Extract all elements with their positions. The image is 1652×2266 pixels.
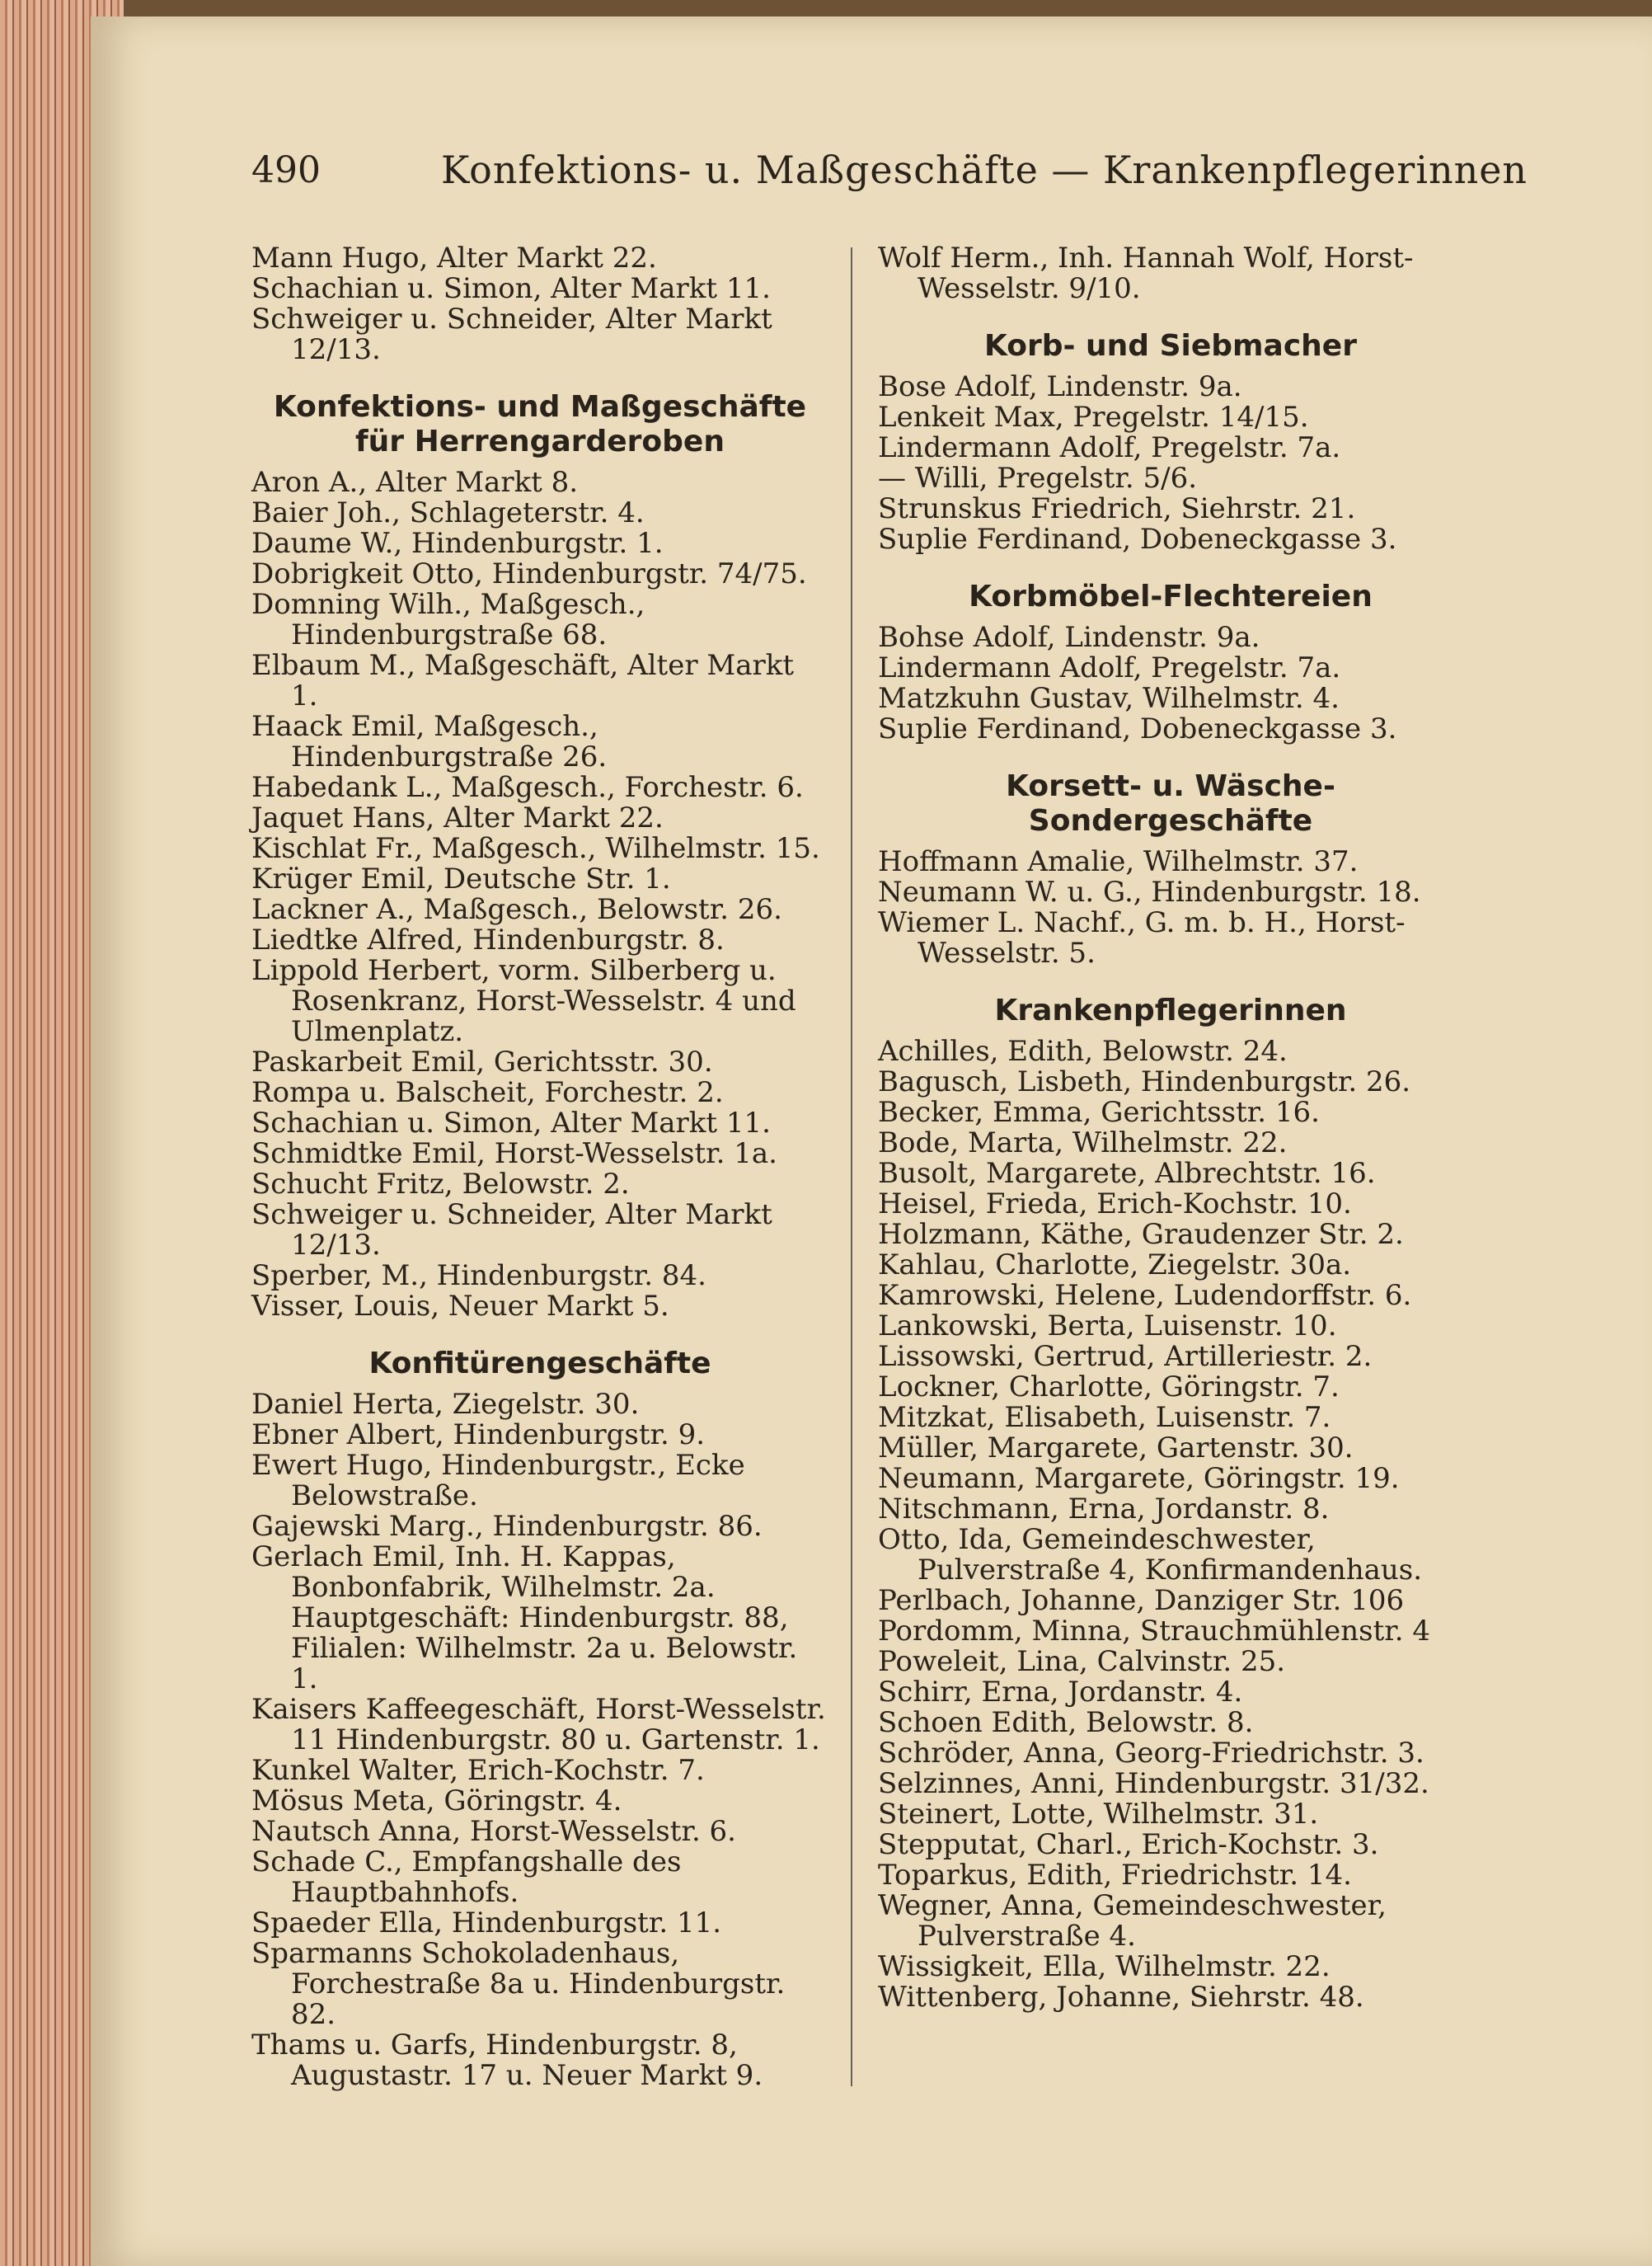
directory-entry: — Willi, Pregelstr. 5/6.: [878, 462, 1198, 495]
directory-entry: Paskarbeit Emil, Gerichtsstr. 30.: [251, 1046, 713, 1079]
directory-entry: Schachian u. Simon, Alter Markt 11.: [251, 272, 771, 305]
directory-entry: Wegner, Anna, Gemeindeschwester, Pulverstraße 4.: [878, 1889, 1387, 1953]
continued-entries-left: [251, 243, 828, 365]
page-header: [251, 144, 1528, 202]
directory-entry: Kaisers Kaffeegeschäft, Horst-Wesselstr. 11 Hindenburgstr. 80 u. Gartenstr. 1.: [251, 1693, 826, 1756]
directory-entry: Müller, Margarete, Gartenstr. 30.: [878, 1432, 1354, 1464]
directory-entry: Gajewski Marg., Hindenburgstr. 86.: [251, 1510, 763, 1543]
directory-entry: Mösus Meta, Göringstr. 4.: [251, 1784, 622, 1817]
section-heading: Konfitürengeschäfte: [368, 1347, 711, 1380]
directory-entry: Haack Emil, Maßgesch., Hindenburgstraße 26.: [251, 710, 608, 773]
directory-entry: Busolt, Margarete, Albrechtstr. 16.: [878, 1157, 1376, 1190]
directory-entry: Jaquet Hans, Alter Markt 22.: [251, 802, 664, 834]
directory-entry: Elbaum M., Maßgeschäft, Alter Markt 1.: [251, 649, 794, 712]
directory-entry: Otto, Ida, Gemeindeschwester, Pulverstraße 4, Konfirmandenhaus.: [878, 1523, 1423, 1587]
directory-entry: Neumann W. u. G., Hindenburgstr. 18.: [878, 876, 1421, 909]
directory-entry: Daniel Herta, Ziegelstr. 30.: [251, 1388, 640, 1421]
directory-entry: Spaeder Ella, Hindenburgstr. 11.: [251, 1906, 722, 1939]
directory-entry: Wolf Herm., Inh. Hannah Wolf, Horst-Wesselstr. 9/10.: [878, 242, 1414, 305]
directory-entry: Bose Adolf, Lindenstr. 9a.: [878, 370, 1242, 403]
directory-entry: Matzkuhn Gustav, Wilhelmstr. 4.: [878, 682, 1340, 715]
directory-entry: Strunskus Friedrich, Siehrstr. 21.: [878, 492, 1356, 525]
continued-entries-right: [878, 243, 1463, 304]
directory-entry: Daume W., Hindenburgstr. 1.: [251, 527, 664, 560]
directory-entry: Bode, Marta, Wilhelmstr. 22.: [878, 1126, 1288, 1159]
directory-entry: Schweiger u. Schneider, Alter Markt 12/13.: [251, 303, 772, 366]
directory-entry: Nautsch Anna, Horst-Wesselstr. 6.: [251, 1815, 736, 1848]
directory-entry: Schweiger u. Schneider, Alter Markt 12/13.: [251, 1198, 772, 1262]
directory-entry: Becker, Emma, Gerichtsstr. 16.: [878, 1096, 1320, 1129]
directory-entry: Bohse Adolf, Lindenstr. 9a.: [878, 621, 1260, 654]
section-heading: Krankenpflegerinnen: [994, 994, 1347, 1027]
directory-entry: Thams u. Garfs, Hindenburgstr. 8, Augustastr. 17 u. Neuer Markt 9.: [251, 2029, 763, 2092]
directory-entry: Heisel, Frieda, Erich-Kochstr. 10.: [878, 1187, 1352, 1220]
directory-entry: Schirr, Erna, Jordanstr. 4.: [878, 1676, 1243, 1709]
directory-entry: Schmidtke Emil, Horst-Wesselstr. 1a.: [251, 1137, 777, 1170]
directory-entry: Lankowski, Berta, Luisenstr. 10.: [878, 1309, 1337, 1342]
directory-entry: Sperber, M., Hindenburgstr. 84.: [251, 1259, 706, 1292]
directory-entry: Stepputat, Charl., Erich-Kochstr. 3.: [878, 1828, 1379, 1861]
directory-entry: Schoen Edith, Belowstr. 8.: [878, 1706, 1254, 1739]
section-heading: Korbmöbel-Flechtereien: [969, 580, 1373, 614]
directory-entry: Baier Joh., Schlageterstr. 4.: [251, 496, 645, 529]
entry-list: [878, 623, 1463, 745]
directory-entry: Schröder, Anna, Georg-Friedrichstr. 3.: [878, 1737, 1424, 1770]
page-number: 490: [251, 149, 321, 191]
directory-entry: Kahlau, Charlotte, Ziegelstr. 30a.: [878, 1248, 1352, 1281]
directory-entry: Wissigkeit, Ella, Wilhelmstr. 22.: [878, 1950, 1331, 1983]
directory-entry: Lindermann Adolf, Pregelstr. 7a.: [878, 651, 1341, 684]
directory-entry: Schachian u. Simon, Alter Markt 11.: [251, 1107, 771, 1140]
entry-list: [878, 847, 1463, 969]
directory-entry: Visser, Louis, Neuer Markt 5.: [251, 1290, 669, 1323]
directory-entry: Suplie Ferdinand, Dobeneckgasse 3.: [878, 523, 1397, 556]
directory-entry: Krüger Emil, Deutsche Str. 1.: [251, 863, 671, 896]
directory-entry: Mitzkat, Elisabeth, Luisenstr. 7.: [878, 1401, 1331, 1434]
section-heading: Korb- und Siebmacher: [984, 329, 1357, 363]
section-heading: Korsett- u. Wäsche-Sondergeschäfte: [1006, 769, 1335, 838]
directory-entry: Suplie Ferdinand, Dobeneckgasse 3.: [878, 712, 1397, 745]
directory-entry: Kamrowski, Helene, Ludendorffstr. 6.: [878, 1279, 1412, 1312]
directory-entry: Hoffmann Amalie, Wilhelmstr. 37.: [878, 845, 1359, 878]
directory-entry: Poweleit, Lina, Calvinstr. 25.: [878, 1645, 1286, 1678]
directory-entry: Liedtke Alfred, Hindenburgstr. 8.: [251, 924, 725, 957]
directory-entry: Lockner, Charlotte, Göringstr. 7.: [878, 1370, 1340, 1403]
directory-entry: Perlbach, Johanne, Danziger Str. 106: [878, 1584, 1405, 1617]
section-heading: Konfektions- und Maßgeschäfte für Herrengarderoben: [273, 390, 807, 458]
directory-entry: Sparmanns Schokoladenhaus, Forchestraße 8a u. Hindenburgstr. 82.: [251, 1937, 786, 2031]
directory-entry: Lindermann Adolf, Pregelstr. 7a.: [878, 431, 1341, 464]
directory-entry: Selzinnes, Anni, Hindenburgstr. 31/32.: [878, 1767, 1429, 1800]
directory-entry: Steinert, Lotte, Wilhelmstr. 31.: [878, 1798, 1319, 1831]
directory-entry: Lenkeit Max, Pregelstr. 14/15.: [878, 401, 1309, 434]
directory-entry: Lippold Herbert, vorm. Silberberg u. Rosenkranz, Horst-Wesselstr. 4 und Ulmenplatz.: [251, 954, 796, 1048]
directory-entry: Aron A., Alter Markt 8.: [251, 466, 579, 499]
directory-entry: Achilles, Edith, Belowstr. 24.: [878, 1035, 1288, 1068]
directory-entry: Wiemer L. Nachf., G. m. b. H., Horst-Wesselstr. 5.: [878, 906, 1406, 970]
column-divider: [851, 247, 852, 2086]
entry-list: [251, 468, 828, 1322]
entry-list: [878, 1037, 1463, 2013]
directory-entry: Lissowski, Gertrud, Artilleriestr. 2.: [878, 1340, 1373, 1373]
directory-entry: Pordomm, Minna, Strauchmühlenstr. 4: [878, 1615, 1431, 1648]
directory-entry: Neumann, Margarete, Göringstr. 19.: [878, 1462, 1400, 1495]
directory-entry: Kischlat Fr., Maßgesch., Wilhelmstr. 15.: [251, 832, 820, 865]
running-title: Konfektions- u. Maßgeschäfte — Krankenpflegerinnen: [441, 148, 1528, 192]
directory-entry: Holzmann, Käthe, Graudenzer Str. 2.: [878, 1218, 1404, 1251]
directory-entry: Ebner Albert, Hindenburgstr. 9.: [251, 1418, 706, 1451]
directory-entry: Domning Wilh., Maßgesch., Hindenburgstraße 68.: [251, 588, 645, 651]
directory-entry: Bagusch, Lisbeth, Hindenburgstr. 26.: [878, 1065, 1411, 1098]
directory-entry: Dobrigkeit Otto, Hindenburgstr. 74/75.: [251, 557, 807, 590]
directory-entry: Gerlach Emil, Inh. H. Kappas, Bonbonfabrik, Wilhelmstr. 2a. Hauptgeschäft: Hindenburgstr. 88, Filialen: Wilhelmstr. 2a u. Belowstr. 1.: [251, 1540, 798, 1695]
entry-list: [251, 1389, 828, 2091]
directory-entry: Ewert Hugo, Hindenburgstr., Ecke Belowstraße.: [251, 1449, 745, 1512]
left-column: [251, 243, 828, 2091]
directory-entry: Schade C., Empfangshalle des Hauptbahnhofs.: [251, 1845, 682, 1909]
directory-entry: Wittenberg, Johanne, Siehrstr. 48.: [878, 1981, 1364, 2014]
right-column: [878, 243, 1463, 2013]
directory-entry: Kunkel Walter, Erich-Kochstr. 7.: [251, 1754, 705, 1787]
directory-entry: Schucht Fritz, Belowstr. 2.: [251, 1168, 630, 1201]
directory-entry: Lackner A., Maßgesch., Belowstr. 26.: [251, 893, 782, 926]
directory-entry: Rompa u. Balscheit, Forchestr. 2.: [251, 1076, 724, 1109]
entry-list: [878, 372, 1463, 555]
directory-entry: Habedank L., Maßgesch., Forchestr. 6.: [251, 771, 804, 804]
directory-entry: Toparkus, Edith, Friedrichstr. 14.: [878, 1859, 1352, 1892]
directory-entry: Mann Hugo, Alter Markt 22.: [251, 242, 657, 275]
directory-entry: Nitschmann, Erna, Jordanstr. 8.: [878, 1493, 1330, 1526]
